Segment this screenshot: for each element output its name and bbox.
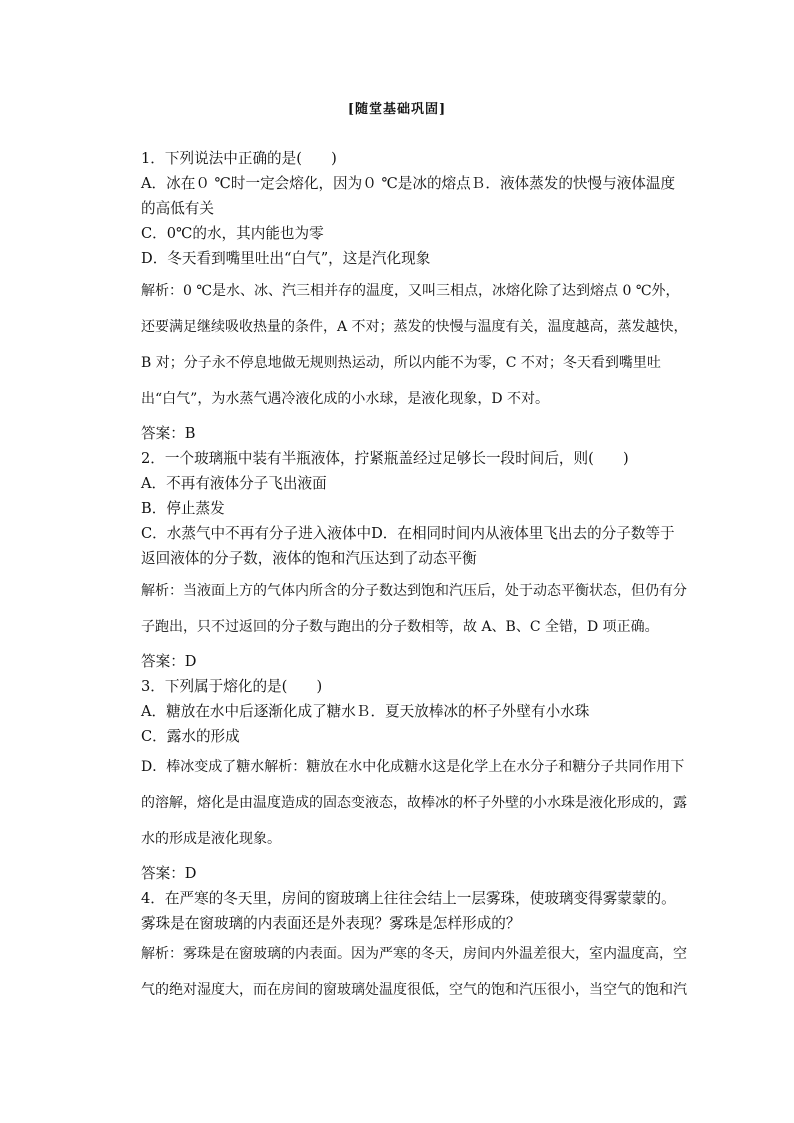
- question-2-option: C．水蒸气中不再有分子进入液体中D．在相同时间内从液体里飞出去的分子数等于返回液体的分子数，液体的饱和汽压达到了动态平衡: [141, 525, 675, 567]
- question-2-stem: 2．一个玻璃瓶中装有半瓶液体，拧紧瓶盖经过足够长一段时间后，则( ): [141, 450, 629, 467]
- question-2-option: A．不再有液体分子飞出液面: [141, 475, 327, 492]
- question-3-answer: 答案：D: [141, 865, 197, 882]
- question-3-option: A．糖放在水中后逐渐化成了糖水Ｂ．夏天放棒冰的杯子外壁有小水珠: [141, 703, 590, 720]
- question-3-stem: 3．下列属于熔化的是( ): [141, 678, 323, 695]
- question-1-option: A．冰在０ ℃时一定会熔化，因为０ ℃是冰的熔点Ｂ．液体蒸发的快慢与液体温度的高低有关: [141, 175, 676, 217]
- document-body: [115, 146, 689, 1008]
- question-1-answer: 答案：B: [141, 425, 196, 442]
- question-2-option: B．停止蒸发: [141, 500, 225, 517]
- question-4-analysis: 解析：雾珠是在窗玻璃的内表面。因为严寒的冬天，房间内外温差很大，室内温度高，空气的绝对湿度大，而在房间的窗玻璃处温度很低，空气的饱和汽压很小，当空气的饱和汽: [141, 946, 687, 998]
- question-1-analysis: 解析：0 ℃是水、冰、汽三相并存的温度，又叫三相点，冰熔化除了达到熔点 0 ℃外，还要满足继续吸收热量的条件，A 不对；蒸发的快慢与温度有关，温度越高，蒸发越快，B 对；分子永不停息地做无规则热运动，所以内能不为零，C 不对；冬天看到嘴里吐出“白气”，为水蒸气遇冷液化成的小水球，是液化现象，D 不对。: [141, 283, 688, 407]
- question-3-option: C．露水的形成: [141, 728, 240, 745]
- question-1-option: D．冬天看到嘴里吐出“白气”，这是汽化现象: [141, 250, 431, 267]
- section-header: [随堂基础巩固]: [347, 102, 447, 117]
- question-3-analysis: D．棒冰变成了糖水解析：糖放在水中化成糖水这是化学上在水分子和糖分子共同作用下的溶解，熔化是由温度造成的固态变液态，故棒冰的杯子外壁的小水珠是液化形成的，露水的形成是液化现象。: [141, 759, 687, 847]
- question-1-option: C．0℃的水，其内能也为零: [141, 225, 324, 242]
- question-2-answer: 答案：D: [141, 653, 197, 670]
- question-2-analysis: 解析：当液面上方的气体内所含的分子数达到饱和汽压后，处于动态平衡状态，但仍有分子跑出，只不过返回的分子数与跑出的分子数相等，故 A、B、C 全错，D 项正确。: [141, 583, 687, 635]
- question-1-stem: 1．下列说法中正确的是( ): [141, 150, 337, 167]
- question-4-stem: 4．在严寒的冬天里，房间的窗玻璃上往往会结上一层雾珠，使玻璃变得雾蒙蒙的。雾珠是在窗玻璃的内表面还是外表现？雾珠是怎样形成的？: [141, 890, 676, 932]
